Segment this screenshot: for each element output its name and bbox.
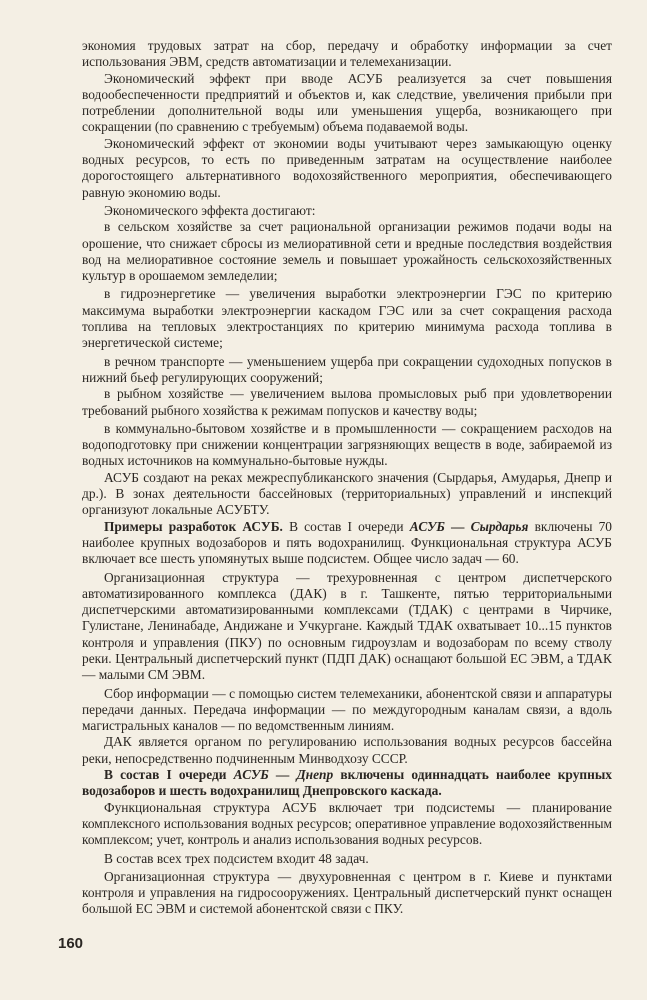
- paragraph-7: в речном транспорте — уменьшением ущерба при сокращении судоходных попусков в нижний бьеф регулирующих сооружений;: [82, 353, 612, 385]
- paragraph-9: в коммунально-бытовом хозяйстве и в промышленности — сокращением расходов на водоподготовку при снижении концентрации загрязняющих веществ в воде, забираемой из водных источников на коммунально-бытовые нужды.: [82, 420, 612, 469]
- paragraph-1: экономия трудовых затрат на сбор, передачу и обработку информации за счет использования ЭВМ, средств автоматизации и телемеханизации.: [82, 38, 612, 70]
- paragraph-15-text-a: В состав I очереди: [104, 767, 234, 783]
- paragraph-17: В состав всех трех подсистем входит 48 задач.: [104, 850, 369, 866]
- paragraph-11-text-b: включены 70 наиболее крупных водозаборов и пять водохранилищ. Функциональная структура АСУБ включает все шесть упомянутых выше подсистем. Общее число задач — 60.: [82, 518, 613, 567]
- paragraph-4: Экономического эффекта достигают:: [104, 202, 316, 218]
- paragraph-6: в гидроэнергетике — увеличения выработки электроэнергии ГЭС по критерию максимума выработки электроэнергии каскадом ГЭС или за счет сокращения расхода топлива на тепловых электростанциях по критерию минимума расхода топлива в энергетической системе;: [82, 286, 612, 351]
- paragraph-8: в рыбном хозяйстве — увеличением вылова промысловых рыб при удовлетворении требований рыбного хозяйства к режимам попусков и качеству воды;: [82, 386, 612, 418]
- paragraph-2: Экономический эффект при вводе АСУБ реализуется за счет повышения водообеспеченности предприятий и объектов и, как следствие, увеличения прибыли при потреблении дополнительной воды или уменьшения ущерба, возникающего при сокращении (по сравнению с требуемым) объема подаваемой воды.: [82, 70, 612, 135]
- paragraph-12: Организационная структура — трехуровненная с центром диспетчерского автоматизированного комплекса (ДАК) в г. Ташкенте, пятью территориальными диспетчерскими автоматизированными комплексами (ТДАК) с центрами в Чирчике, Гулистане, Ленинабаде, Андижане и Учкургане. Каждый ТДАК охватывает 10...15 пунктов контроля и управления (ПКУ) по основным гидроузлам и водозаборам по всему стволу реки. Центральный диспетчерский пункт (ПДП ДАК) оснащают большой ЕС ЭВМ, а ТДАК — малыми СМ ЭВМ.: [82, 569, 612, 683]
- paragraph-11: [82, 519, 612, 568]
- paragraph-13: Сбор информации — с помощью систем телемеханики, абонентской связи и аппаратуры передачи данных. Передача информации — по междугородным каналам связи, а вдоль магистральных каналов — по ведомственным линиям.: [82, 685, 612, 734]
- paragraph-5: в сельском хозяйстве за счет рациональной организации режимов подачи воды на орошение, что снижает сбросы из мелиоративной сети и вредные последствия воздействия вод на мелиоративное состояние земель и повышает урожайность сельскохозяйственных культур в орошаемом земледелии;: [82, 219, 612, 284]
- paragraph-3: Экономический эффект от экономии воды учитывают через замыкающую оценку водных ресурсов, то есть по приведенным затратам на осуществление наиболее дорогостоящего альтернативного водохозяйственного мероприятия, обеспечивающего равную экономию воды.: [82, 135, 612, 200]
- page-body: [82, 38, 612, 918]
- paragraph-11-text-a: В состав I очереди: [282, 518, 410, 534]
- paragraph-14: ДАК является органом по регулированию использования водных ресурсов бассейна реки, непосредственно подчиненным Минводхозу СССР.: [82, 734, 612, 766]
- paragraph-15: [82, 767, 612, 800]
- section-heading: Примеры разработок АСУБ.: [104, 518, 283, 534]
- system-name-syrdarya: АСУБ — Сырдарья: [409, 518, 529, 534]
- paragraph-16: Функциональная структура АСУБ включает три подсистемы — планирование комплексного использования водных ресурсов; оперативное управление водохозяйственным комплексом; учет, контроль и анализ использования водных ресурсов.: [82, 799, 612, 848]
- page-number: 160: [58, 935, 84, 952]
- paragraph-10: АСУБ создают на реках межреспубликанского значения (Сырдарья, Амударья, Днепр и др.). В зонах деятельности бассейновых (территориальных) управлений и инспекций организуют локальные АСУБТУ.: [82, 469, 612, 518]
- paragraph-15-text-b: включены одиннадцать наиболее крупных водозаборов и шесть водохранилищ Днепровского каскада.: [82, 767, 612, 799]
- paragraph-18: Организационная структура — двухуровненная с центром в г. Киеве и пунктами контроля и управления на гидросооружениях. Центральный диспетчерский пункт оснащен большой ЕС ЭВМ и системой абонентской связи с ПКУ.: [82, 868, 612, 917]
- system-name-dnepr: АСУБ — Днепр: [233, 767, 334, 783]
